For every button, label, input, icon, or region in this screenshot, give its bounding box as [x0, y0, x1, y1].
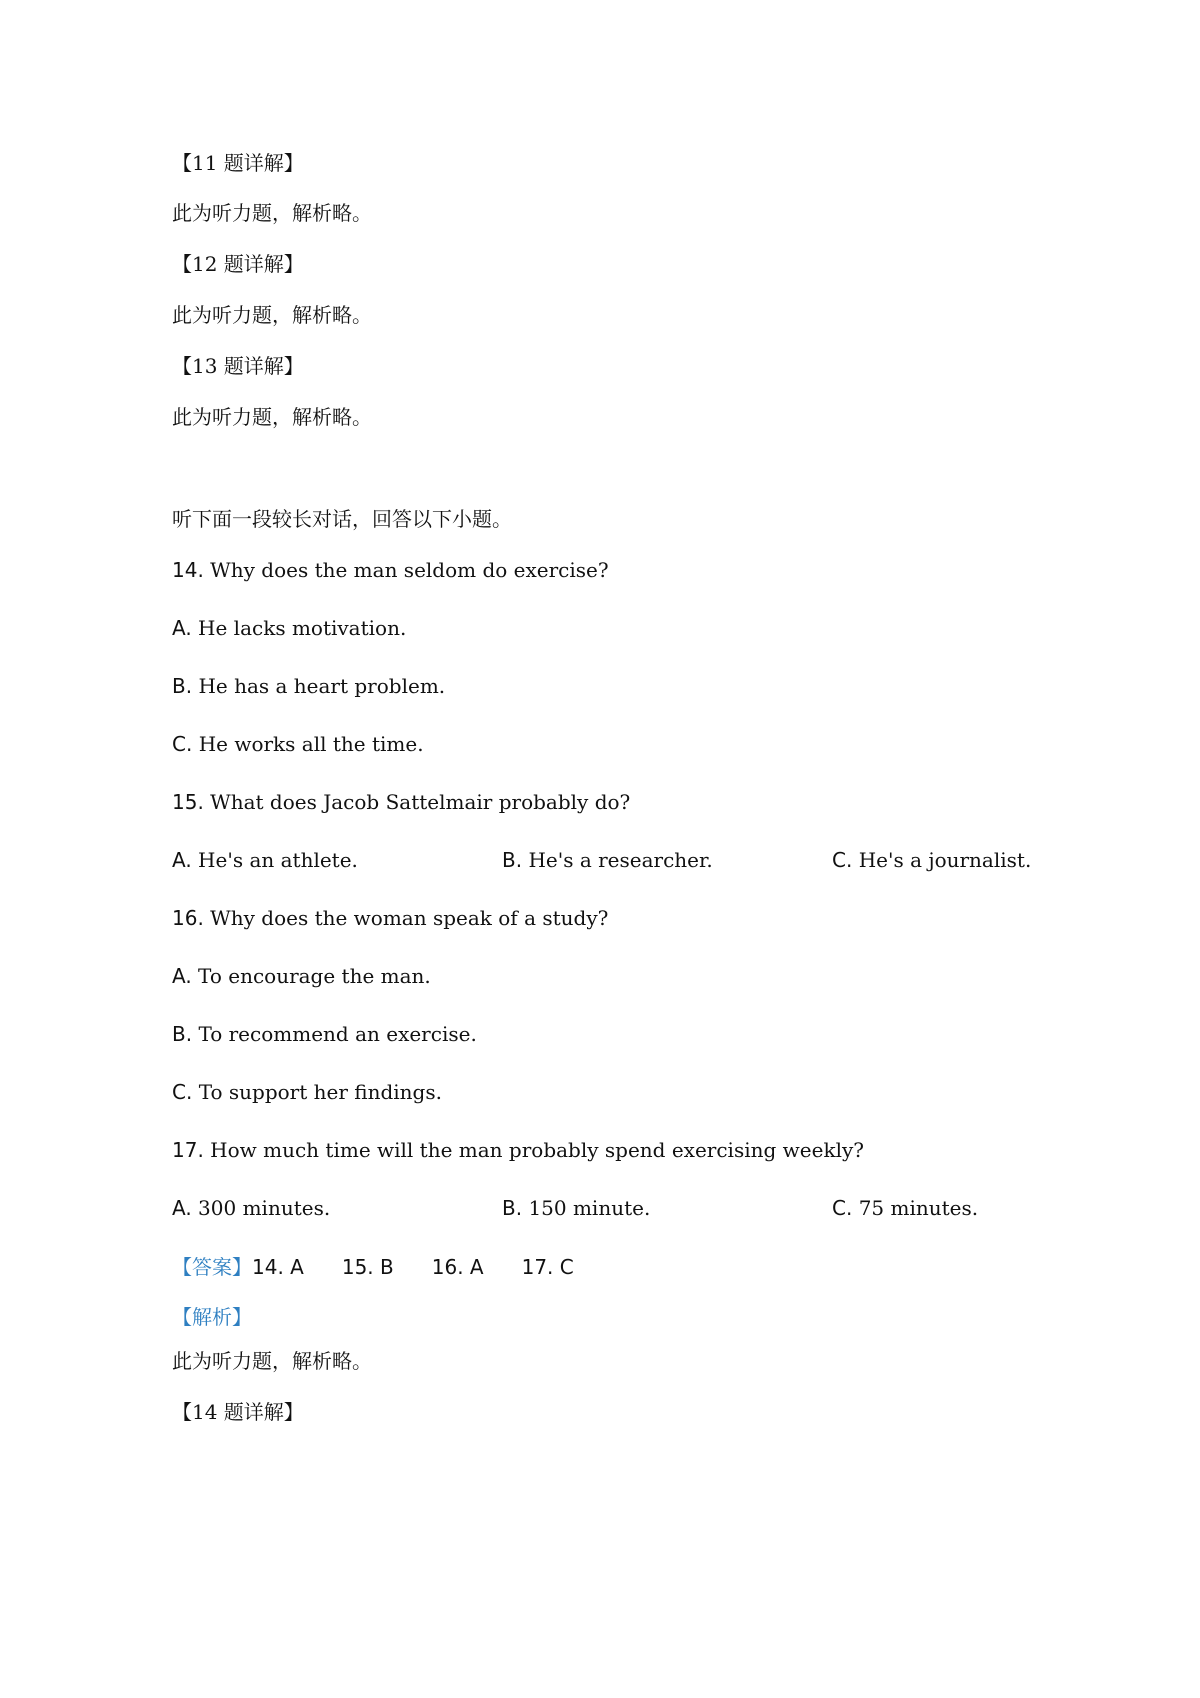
answer-label: 【答案】	[172, 1255, 252, 1279]
answer-line	[172, 1253, 574, 1281]
question-text: Why does the woman speak of a study?	[210, 906, 609, 930]
option-17-a: A. 300 minutes.	[172, 1196, 331, 1220]
instruction: 听下面一段较长对话，回答以下小题。	[172, 507, 512, 531]
section-heading-13: 【13 题详解】	[172, 354, 304, 378]
question-14	[172, 556, 609, 584]
answer-item: 16. A	[431, 1255, 484, 1279]
option-16-b: B. To recommend an exercise.	[172, 1022, 477, 1046]
section-text-11: 此为听力题，解析略。	[172, 201, 372, 225]
option-15-a: A. He's an athlete.	[172, 848, 358, 872]
analysis-label: 【解析】	[172, 1305, 252, 1329]
option-16-a: A. To encourage the man.	[172, 964, 431, 988]
section-heading-14: 【14 题详解】	[172, 1400, 304, 1424]
question-15	[172, 788, 630, 816]
option-16-c: C. To support her findings.	[172, 1080, 442, 1104]
question-number: 14.	[172, 558, 204, 582]
question-number: 16.	[172, 906, 204, 930]
option-14-b: B. He has a heart problem.	[172, 674, 446, 698]
question-text: What does Jacob Sattelmair probably do?	[210, 790, 631, 814]
answer-item: 15. B	[341, 1255, 394, 1279]
section-heading-12: 【12 题详解】	[172, 252, 304, 276]
section-text-13: 此为听力题，解析略。	[172, 405, 372, 429]
question-text: How much time will the man probably spend exercising weekly?	[210, 1138, 864, 1162]
question-16	[172, 904, 608, 932]
analysis-text: 此为听力题，解析略。	[172, 1349, 372, 1373]
option-15-c: C. He's a journalist.	[832, 848, 1032, 872]
question-number: 17.	[172, 1138, 204, 1162]
option-14-c: C. He works all the time.	[172, 732, 424, 756]
answer-item: 17. C	[521, 1255, 574, 1279]
answer-item: 14. A	[252, 1255, 304, 1279]
question-number: 15.	[172, 790, 204, 814]
section-heading-11: 【11 题详解】	[172, 151, 304, 175]
option-14-a: A. He lacks motivation.	[172, 616, 407, 640]
section-text-12: 此为听力题，解析略。	[172, 303, 372, 327]
option-15-b: B. He's a researcher.	[502, 848, 713, 872]
option-17-b: B. 150 minute.	[502, 1196, 651, 1220]
question-text: Why does the man seldom do exercise?	[210, 558, 609, 582]
question-17	[172, 1136, 864, 1164]
option-17-c: C. 75 minutes.	[832, 1196, 979, 1220]
